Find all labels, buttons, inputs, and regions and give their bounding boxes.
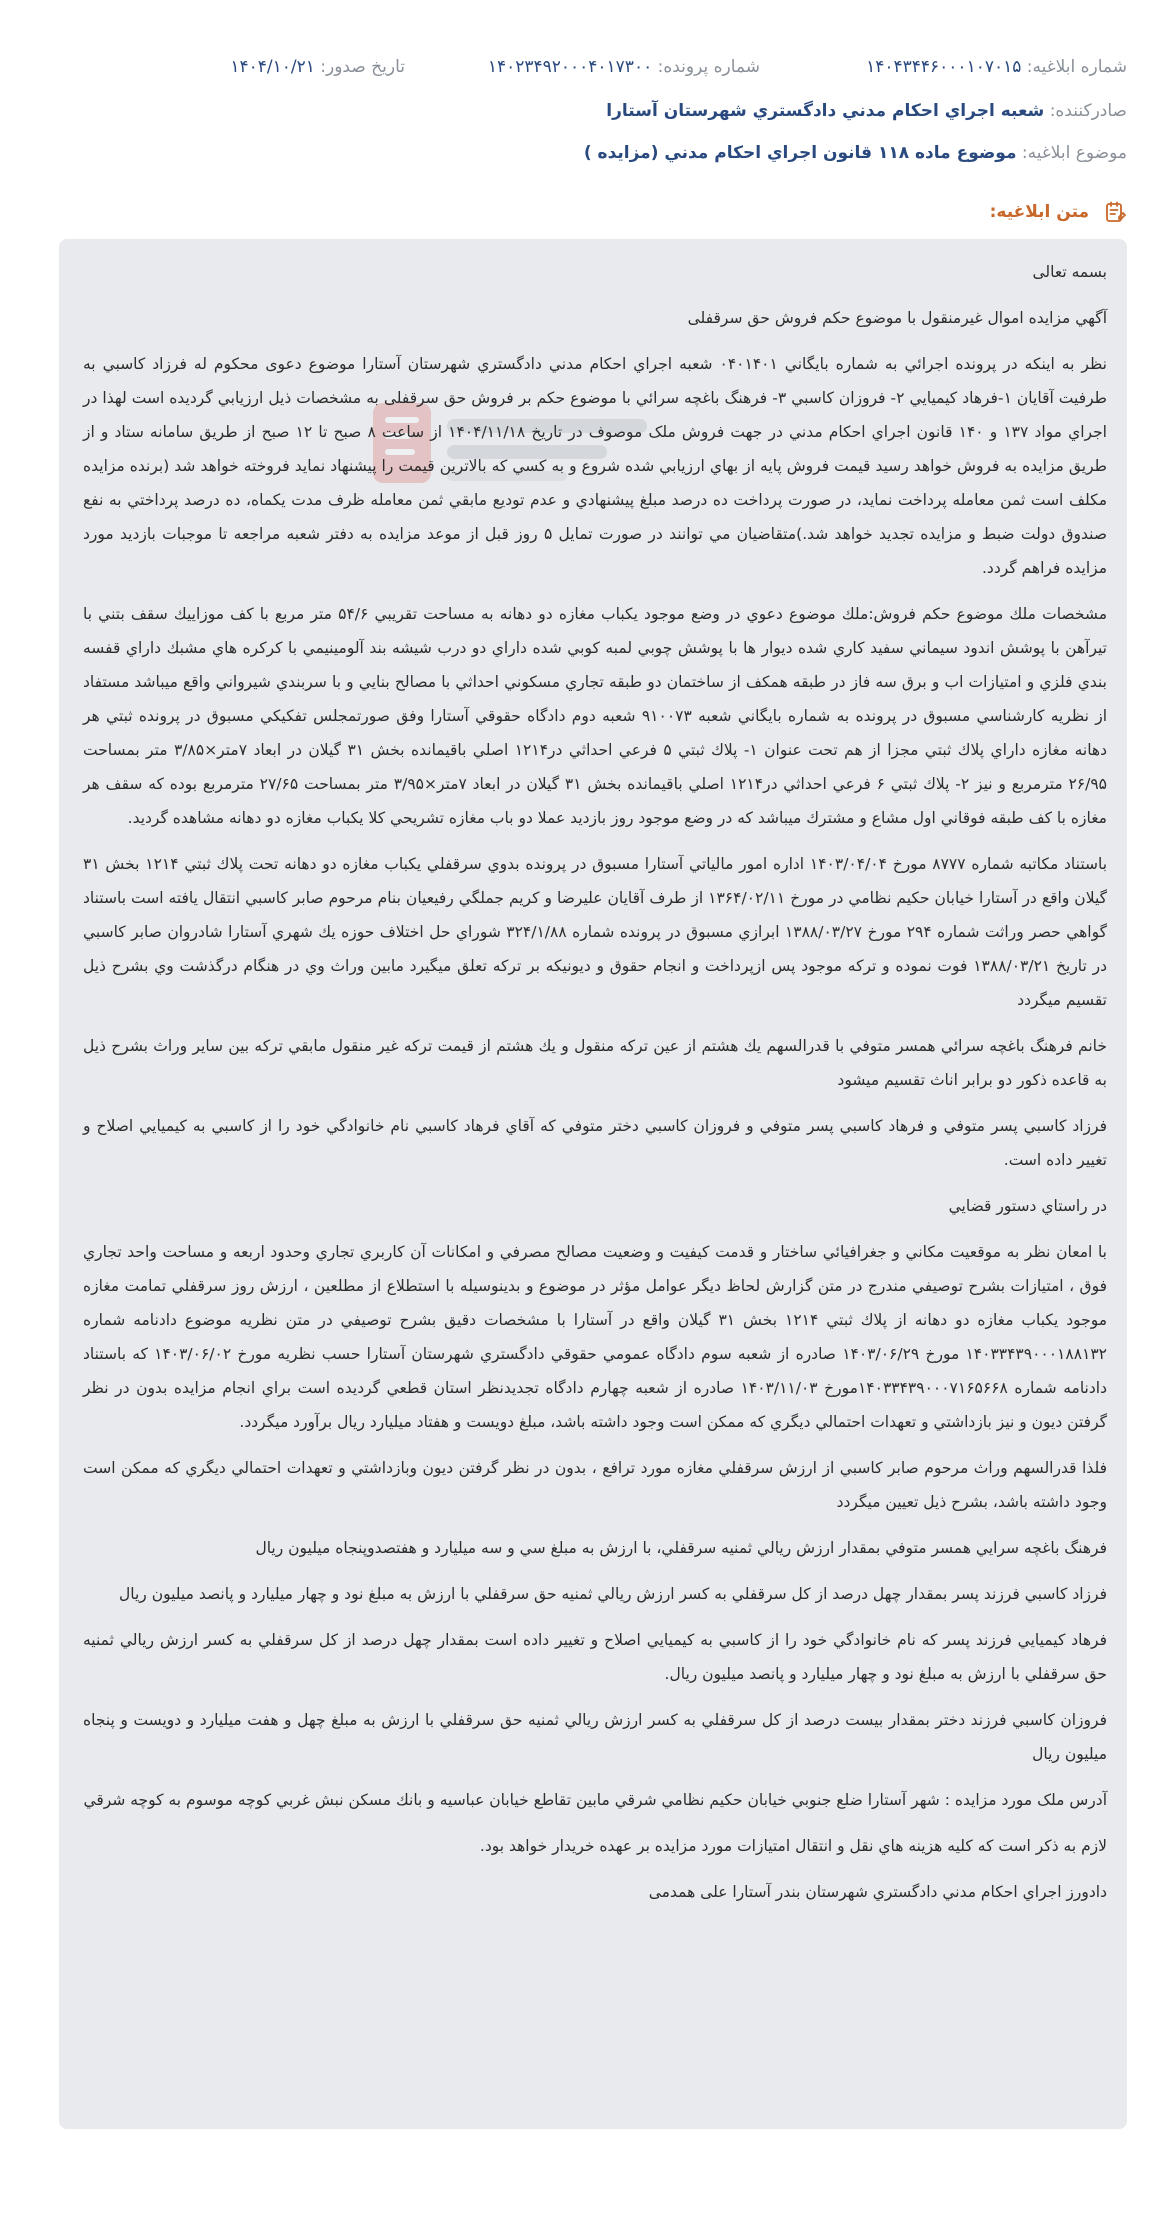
paragraph-address: آدرس ملک مورد مزايده : شهر آستارا ضلع جنوبي خيابان حكيم نظامي شرقي مابين تقاطع خيابان عباسيه و بانك مسكن نبش غربي كوچه موسوم به كوچه شرقي: [83, 1791, 1107, 1809]
paragraph-valuation: با امعان نظر به موقعيت مكاني و جغرافيائي ساختار و قدمت كيفيت و وضعيت مصالح مصرفي و امكانات آن كاربري تجاري وحدود اربعه و مساحت واحد تجاري فوق ، امتيازات بشرح توصيفي مندرج در متن گزارش لحاظ ديگر عوامل مؤثر در موضوع و بدينوسيله با استطلاع از مطلعين ، ارزش روز سرقفلي تمامت مغازه موجود يكباب مغازه دو دهانه از پلاك ثبتي ۱۲۱۴ بخش ۳۱ گيلان واقع در آستارا با مشخصات دقيق بشرح توصيفي در متن نظريه موضوع دادنامه شماره ۱۴۰۳۳۴۳۹۰۰۰۱۸۸۱۳۲ مورخ ۱۴۰۳/۰۶/۲۹ صادره از شعبه سوم دادگاه عمومي حقوقي دادگستري شهرستان آستارا حسب نظريه مورخ ۱۴۰۳/۰۶/۰۲ كه باستناد دادنامه شماره ۱۴۰۳۳۴۳۹۰۰۰۷۱۶۵۶۶۸مورخ ۱۴۰۳/۱۱/۰۳ صادره از شعبه چهارم دادگاه تجديدنظر استان قطعي گرديده است براي انجام مزايده بدون در نظر گرفتن ديون و نيز بازداشتي و تعهدات احتمالي ديگري كه ممكن است وجود داشته باشد، مبلغ دويست و هفتاد ميليارد ريال برآورد ميگردد.: [83, 1243, 1108, 1431]
document-notes-icon: [1103, 200, 1127, 224]
notice-text-title: متن ابلاغيه:: [989, 202, 1090, 222]
issue-date: [230, 52, 405, 82]
notice-page: [59, 0, 1127, 2214]
paragraph-share-spouse: فرهنگ باغچه سرايي همسر متوفي بمقدار ارزش ريالي ثمنيه سرقفلي، با ارزش به مبلغ سي و سه ميليارد و هفتصدوپنجاه ميليون ريال: [255, 1539, 1107, 1557]
paragraph-ownership-history: باستناد مكاتبه شماره ۸۷۷۷ مورخ ۱۴۰۳/۰۴/۰۴ اداره امور مالياتي آستارا مسبوق در پرونده بدوي سرقفلي يكباب مغازه دو دهانه تحت پلاك ثبتي ۱۲۱۴ بخش ۳۱ گيلان واقع در آستارا خيابان حكيم نظامي در مورخ ۱۳۶۴/۰۲/۱۱ از طرف آقايان عليرضا و كريم جملگي رفيعيان بنام مرحوم صابر كاسبي انتقال يافته است باستناد گواهي حصر وراثت شماره ۲۹۴ مورخ ۱۳۸۸/۰۳/۲۷ ابرازي مسبوق در پرونده شماره ۳۲۴/۱/۸۸ شوراي حل اختلاف حوزه يك شهري آستارا شادروان صابر كاسبي در تاريخ ۱۳۸۸/۰۳/۲۱ فوت نموده و تركه موجود پس ازپرداخت و انجام حقوق و ديونيكه بر تركه تعلق ميگيرد مابين وراث وي در هنگام درگذشت وي بشرح ذيل تقسيم ميگردد: [83, 855, 1108, 1009]
meta-row-subject: [59, 138, 1127, 168]
notice-body: [59, 239, 1127, 2129]
paragraph-share-farhad: فرهاد كيميايي فرزند پسر كه نام خانوادگي خود را از كاسبي به كيميايي اصلاح و تغيير داده است بمقدار چهل درصد از كل سرقفلي به كسر ارزش ريالي ثمنيه حق سرقفلي با ارزش به مبلغ نود و چهار ميليارد و پانصد ميليون ريال.: [83, 1631, 1107, 1683]
issue-date-label: تاريخ صدور:: [320, 57, 405, 77]
paragraph-shares-intro: فلذا قدرالسهم وراث مرحوم صابر كاسبي از ارزش سرقفلي مغازه مورد ترافع ، بدون در نظر گرفتن ديون وبازداشتي و تعهدات احتمالي ديگري كه ممكن است وجود داشته باشد، بشرح ذيل تعيين ميگردد: [83, 1459, 1107, 1511]
paragraph-share-farzad: فرزاد كاسبي فرزند پسر بمقدار چهل درصد از كل سرقفلي به كسر ارزش ريالي ثمنيه حق سرقفلي با ارزش به مبلغ نود و چهار ميليارد و پانصد ميليون ريال: [119, 1585, 1107, 1603]
meta-row-numbers: [59, 52, 1127, 82]
paragraph-heirs: فرزاد كاسبي پسر متوفي و فرهاد كاسبي پسر متوفي و فروزان كاسبي دختر متوفي كه آقاي فرهاد كاسبي نام خانوادگي خود را از كاسبي به كيميايي اصلاح و تغيير داده است.: [83, 1117, 1107, 1169]
issue-date-value: ۱۴۰۴/۱۰/۲۱: [230, 57, 315, 77]
paragraph-auction-terms: نظر به اينکه در پرونده اجرائي به شماره بايگاني ۰۴۰۱۴۰۱ شعبه اجراي احکام مدني دادگستري شهرستان آستارا موضوع دعوی محکوم له فرزاد کاسبي به طرفيت آقايان ۱-فرهاد کيميايي ۲- فروزان کاسبي ۳- فرهنگ باغچه سرائي با موضوع حکم بر فروش حق سرقفلی به مشخصات ذيل ارزيابي گرديده است لهذا در اجراي مواد ۱۳۷ و ۱۴۰ قانون اجراي احکام مدني در جهت فروش ملک موصوف در تاريخ ۱۴۰۴/۱۱/۱۸ از ساعت ۸ صبح تا ۱۲ صبح از طريق سامانه ستاد و از طريق مزايده به فروش خواهد رسيد قيمت فروش پايه از بهاي ارزيابي شده شروع و به کسي که بالاترين قيمت را پيشنهاد نمايد فروخته خواهد شد (برنده مزايده مکلف است ثمن معامله پرداخت نمايد، در صورت پرداخت ده درصد مبلغ پيشنهادي و عدم توديع مابقي ثمن معامله ظرف مدت يکماه، ده درصد پرداختي به نفع صندوق دولت ضبط و مزايده تجديد خواهد شد.)متقاضيان مي توانند در صورت تمايل ۵ روز قبل از موعد مزايده به دفتر شعبه مراجعه تا موجبات بازديد مورد مزايده فراهم گردد.: [83, 355, 1108, 577]
notice-number: [866, 52, 1127, 82]
case-number-value: ۱۴۰۲۳۴۹۲۰۰۰۴۰۱۷۳۰۰: [487, 57, 653, 77]
paragraph-costs: لازم به ذکر است که کليه هزينه هاي نقل و انتقال امتيازات مورد مزايده بر عهده خريدار خواهد بود.: [479, 1837, 1107, 1855]
notice-number-label: شماره ابلاغيه:: [1026, 57, 1127, 77]
paragraph-salutation: بسمه تعالی: [1032, 263, 1107, 281]
paragraph-share-forouzan: فروزان كاسبي فرزند دختر بمقدار بيست درصد از كل سرقفلي به كسر ارزش ريالي ثمنيه حق سرقفلي با ارزش به مبلغ چهل و هفت ميليارد و دويست و پنجاه ميليون ريال: [83, 1711, 1107, 1763]
subject-label: موضوع ابلاغيه:: [1021, 143, 1127, 163]
paragraph-spouse-share: خانم فرهنگ باغچه سرائي همسر متوفي با قدرالسهم يك هشتم از عين تركه منقول و يك هشتم از قيمت تركه غير منقول مابقي تركه بين ساير وراث بشرح ذيل به قاعده ذكور دو برابر اناث تقسيم ميشود: [83, 1037, 1107, 1089]
paragraph-judicial-order: در راستاي دستور قضايي: [948, 1197, 1107, 1215]
subject-value: موضوع ماده ۱۱۸ قانون اجراي احکام مدني (مزايده ): [583, 143, 1017, 163]
meta-row-issuer: [59, 96, 1127, 126]
case-number: [488, 52, 760, 82]
issuer-value: شعبه اجراي احكام مدني دادگستري شهرستان آستارا: [606, 101, 1045, 121]
issuer-label: صادرکننده:: [1049, 101, 1127, 121]
case-number-label: شماره پرونده:: [657, 57, 760, 77]
paragraph-title: آگهي مزايده اموال غيرمنقول با موضوع حکم فروش حق سرقفلی: [687, 309, 1107, 327]
notice-text-heading: [990, 197, 1127, 227]
notice-number-value: ۱۴۰۴۳۴۴۶۰۰۰۱۰۷۰۱۵: [866, 57, 1022, 77]
paragraph-signature: دادورز اجراي احكام مدني دادگستري شهرستان بندر آستارا علی همدمی: [648, 1883, 1107, 1901]
paragraph-property-specs: مشخصات ملك موضوع حکم فروش:ملك موضوع دعوي در وضع موجود يكباب مغازه دو دهانه به مساحت تقريبي ۵۴/۶ متر مربع با كف موزاييك سقف بتني با تيرآهن با پوشش اندود سيماني سفيد كاري شده ديوار ها با پوشش چوبي لمبه كوبي شده داراي دو درب شيشه بند آلومينيمي با كركره هاي مشبك داراي قفسه بندي فلزي و امتيازات اب و برق سه فاز در طبقه همكف از ساختمان دو طبقه تجاري مسكوني احداثي با مصالح بنايي و با سربندي شيرواني واقع ميباشد مستفاد از نظريه كارشناسي مسبوق در پرونده به شماره بايگاني شعبه ۹۱۰۰۷۳ شعبه دوم دادگاه حقوقي آستارا وفق صورتمجلس تفكيكي مسبوق در پرونده ثبتي هر دهانه مغازه داراي پلاك ثبتي مجزا از هم تحت عنوان ۱- پلاك ثبتي ۵ فرعي احداثي در۱۲۱۴ اصلي باقيمانده بخش ۳۱ گيلان در ابعاد ۷متر×۳/۸۵ متر بمساحت ۲۶/۹۵ مترمربع و نيز ۲- پلاك ثبتي ۶ فرعي احداثي در۱۲۱۴ اصلي باقيمانده بخش ۳۱ گيلان در ابعاد ۷متر×۳/۹۵ متر بمساحت ۲۷/۶۵ مترمربع بوده كه سقف هر مغازه با كف طبقه فوقاني اول مشاع و مشترك ميباشد كه در وضع موجود روز بازديد عملا دو باب مغازه تشريحي كلا يكباب مغازه دو دهانه مشاهده گرديد.: [83, 605, 1108, 827]
